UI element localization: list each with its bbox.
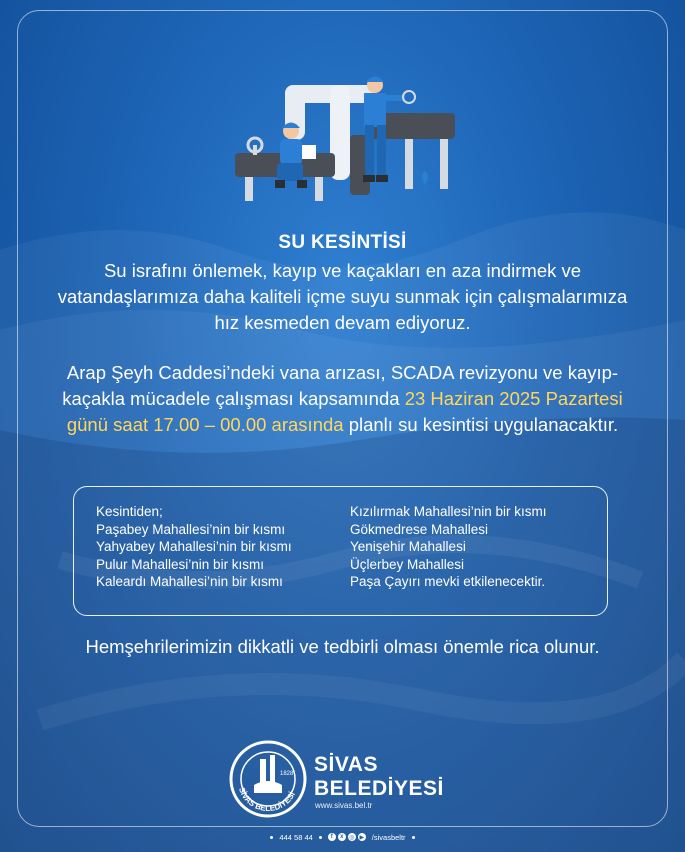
affected-areas-box <box>73 486 608 616</box>
list-item: Kızılırmak Mahallesi’nin bir kısmı <box>350 504 547 519</box>
brand-name-line1: SİVAS <box>314 753 378 776</box>
outage-details-paragraph <box>50 360 635 438</box>
separator-dot <box>270 836 273 839</box>
intro-paragraph: Su israfını önlemek, kayıp ve kaçakları en aza indirmek ve vatandaşlarımıza daha kaliteli içme suyu sunmak için çalışmalarımıza hız kesmeden devam ediyoruz. <box>57 260 628 333</box>
list-item: Pulur Mahallesi’nin bir kısmı <box>96 556 265 572</box>
notice-title: SU KESİNTİSİ <box>278 232 407 253</box>
seal-year: 1828 <box>280 771 294 777</box>
plumbers-pipeline-illustration <box>225 65 460 215</box>
instagram-icon[interactable]: ◎ <box>349 834 355 841</box>
separator-dot <box>319 836 322 839</box>
closing-message: Hemşehrilerimizin dikkatli ve tedbirli olması önemle rica olunur. <box>85 636 600 657</box>
list-item: Yahyabey Mahallesi’nin bir kısmı <box>96 539 292 554</box>
phone-number: 444 58 44 <box>279 832 313 842</box>
list-item: Kaleardı Mahallesi’nin bir kısmı <box>96 574 283 589</box>
social-handle[interactable]: /sivasbeltr <box>371 832 406 842</box>
list-item: Üçlerbey Mahallesi <box>350 556 465 572</box>
facebook-icon[interactable]: f <box>328 833 336 841</box>
website-url[interactable]: www.sivas.bel.tr <box>315 801 373 810</box>
list-item: Gökmedrese Mahallesi <box>350 521 489 537</box>
affected-areas-left-column <box>96 503 292 591</box>
municipality-logo <box>228 739 468 819</box>
list-item: Kesintiden; <box>96 504 163 519</box>
municipality-seal-icon <box>228 739 308 819</box>
seal-text: SİVAS BELEDİYESİ <box>236 786 297 814</box>
outage-details-text: Arap Şeyh Caddesi’ndeki vana arızası, SCADA revizyonu ve kayıp-kaçakla mücadele çalışması kapsamında <box>62 362 619 409</box>
contact-footer <box>0 829 685 845</box>
list-item: Paşabey Mahallesi’nin bir kısmı <box>96 521 286 537</box>
list-item: Paşa Çayırı mevki etkilenecektir. <box>350 574 546 589</box>
brand-name-line2: BELEDİYESİ <box>314 777 444 800</box>
outage-details-end: planlı su kesintisi uygulanacaktır. <box>343 414 619 435</box>
separator-dot <box>412 836 415 839</box>
affected-areas-right-column <box>350 503 547 591</box>
list-item: Yenişehir Mahallesi <box>350 539 466 554</box>
outage-date-time-highlight: 23 Haziran 2025 Pazartesi günü saat 17.00 – 00.00 arasında <box>66 388 623 435</box>
social-icons <box>328 833 366 841</box>
youtube-icon[interactable]: ▶ <box>359 834 365 841</box>
x-icon[interactable]: x <box>338 833 346 841</box>
